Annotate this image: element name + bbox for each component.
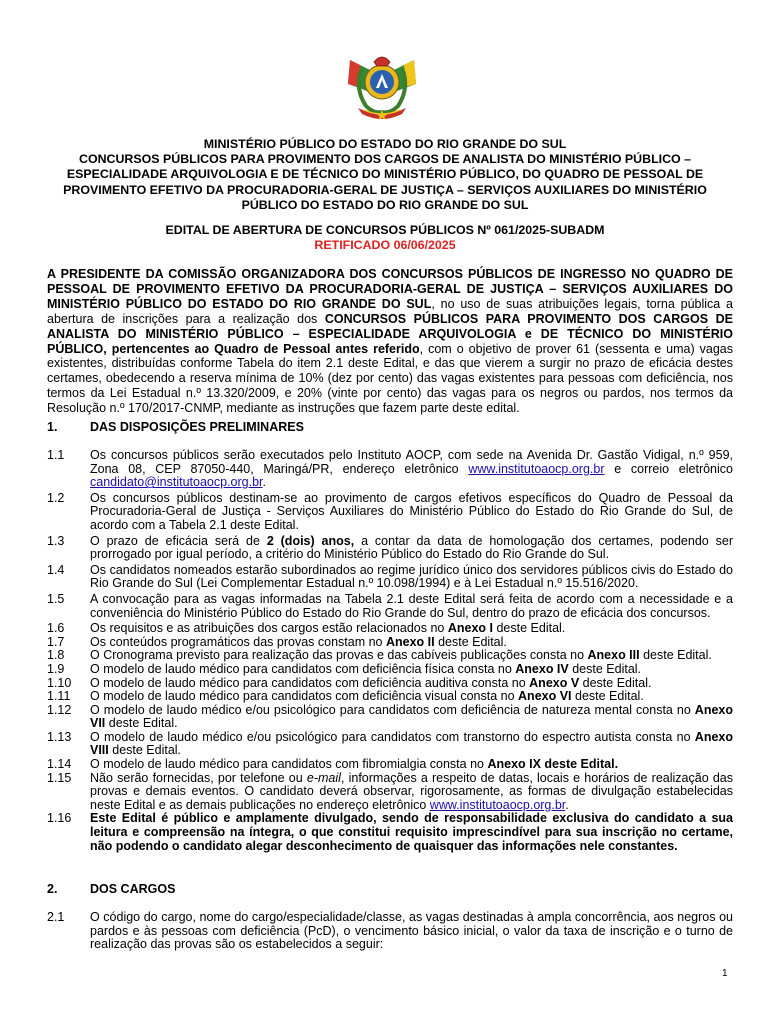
aocp-website-link[interactable]: www.institutoaocp.org.br — [429, 797, 566, 812]
list-item — [47, 663, 733, 677]
list-item — [47, 449, 733, 490]
list-item — [47, 622, 733, 636]
item-bold: Anexo VII — [90, 702, 733, 731]
item-bold: Este Edital é público e amplamente divulgado, sendo de responsabilidade exclusiva do candidato a sua leitura e compreensão na íntegra, o que constitui requisito imprescindível para sua inscrição no certame, não podendo o candidato alegar desconhecimento de quaisquer das informações nele constantes. — [90, 811, 733, 853]
item-italic: e-mail — [306, 770, 341, 785]
item-text: e correio eletrônico — [604, 461, 733, 476]
section-title: DAS DISPOSIÇÕES PRELIMINARES — [90, 420, 304, 434]
item-text: deste Edital. — [108, 743, 182, 758]
item-number: 2.1 — [47, 910, 65, 924]
list-item — [47, 704, 733, 731]
item-text: Os concursos públicos serão executados pelo Instituto AOCP, com sede na Avenida Dr. Gastão Vidigal, n.º 959, Zona 08, CEP 87050-440, Maringá/PR, endereço eletrônico — [90, 448, 733, 476]
intro-bold-1: A PRESIDENTE DA COMISSÃO ORGANIZADORA DOS CONCURSOS PÚBLICOS DE INGRESSO NO QUADRO DE PESSOAL DE PROVIMENTO EFETIVO DA PROCURADORIA-GERAL DE JUSTIÇA – SERVIÇOS AUXILIARES DO MINISTÉRIO PÚBLICO DO ESTADO DO RIO GRANDE DO SUL — [47, 267, 733, 311]
item-number: 1.4 — [47, 562, 65, 577]
item-text: O modelo de laudo médico para candidatos com deficiência física consta no — [90, 661, 516, 676]
section-title: DOS CARGOS — [90, 882, 176, 896]
item-number: 1.13 — [47, 729, 72, 744]
item-bold: Anexo VI — [518, 689, 572, 704]
item-bold: Anexo IX deste Edital. — [487, 757, 619, 772]
item-text: A convocação para as vagas informadas na Tabela 2.1 deste Edital será feita de acordo com a necessidade e a conveniência do Ministério Público do Estado do Rio Grande do Sul, dentro do prazo de eficácia dos concursos. — [90, 591, 733, 620]
item-number: 1.14 — [47, 757, 72, 772]
item-number: 1.8 — [47, 648, 65, 663]
intro-text-2: , com o objetivo de prover 61 (sessenta e uma) vagas existentes, distribuídas conforme Tabela do item 2.1 deste Edital, e das que vierem a surgir no prazo de eficácia destes certames, obedecendo a reserva mínima de 10% (dez por cento) das vagas existentes para pessoas com deficiência, nos termos da Lei Estadual n.º 13.320/2009, e 20% (vinte por cento) das vagas para os negros ou pardos, nos termos da Resolução n.º 170/2017-CNMP, mediante as instruções que fazem parte deste edital. — [47, 341, 733, 416]
item-bold: 2 (dois) anos, — [266, 533, 355, 548]
list-item — [47, 649, 733, 663]
list-item — [47, 772, 733, 813]
item-number: 1.16 — [47, 811, 72, 826]
contest-title: CONCURSOS PÚBLICOS PARA PROVIMENTO DOS CARGOS DE ANALISTA DO MINISTÉRIO PÚBLICO – ESPECIALIDADE ARQUIVOLOGIA E DE TÉCNICO DO MINISTÉRIO PÚBLICO, DO QUADRO DE PESSOAL DE PROVIMENTO EFETIVO DA PROCURADORIA-GERAL DE JUSTIÇA – SERVIÇOS AUXILIARES DO MINISTÉRIO PÚBLICO DO ESTADO DO RIO GRANDE DO SUL — [63, 152, 707, 213]
item-text: Os candidatos nomeados estarão subordinados ao regime jurídico único dos servidores públicos civis do Estado do Rio Grande do Sul (Lei Complementar Estadual n.º 10.098/1994) e à Lei Estadual n.º 15.516/2020. — [90, 562, 733, 591]
item-text: O modelo de laudo médico para candidatos com deficiência auditiva consta no — [90, 675, 530, 690]
item-text: O prazo de eficácia será de — [90, 533, 267, 548]
item-text: O modelo de laudo médico para candidatos com fibromialgia consta no — [90, 757, 488, 772]
section-1-items — [47, 449, 733, 853]
rectified-date: RETIFICADO 06/06/2025 — [314, 238, 456, 252]
item-text: deste Edital. — [571, 689, 644, 704]
section-number: 2. — [47, 882, 58, 896]
list-item — [47, 758, 733, 772]
item-text: deste Edital. — [639, 648, 712, 663]
state-coat-of-arms-icon — [340, 42, 424, 122]
item-bold: Anexo I — [447, 621, 493, 636]
item-text: deste Edital. — [579, 675, 652, 690]
section-2-items — [47, 911, 733, 952]
item-number: 1.10 — [47, 675, 72, 690]
item-text: . — [262, 475, 267, 490]
item-number: 1.11 — [47, 689, 71, 704]
item-number: 1.3 — [47, 533, 65, 548]
list-item — [47, 564, 733, 591]
list-item — [47, 593, 733, 620]
item-number: 1.5 — [47, 591, 65, 606]
item-number: 1.15 — [47, 770, 72, 785]
item-text: deste Edital. — [568, 661, 642, 676]
item-text: , informações a respeito de datas, locais e horários de realização das provas e demais eventos. O candidato deverá observar, rigorosamente, as formas de divulgação estabelecidas neste Edital e as demais publicações no endereço eletrônico — [90, 770, 733, 812]
candidate-email-link[interactable]: candidato@institutoaocp.org.br — [90, 475, 263, 490]
item-text: deste Edital. — [493, 621, 566, 636]
item-bold: Anexo II — [385, 634, 435, 649]
item-text: O modelo de laudo médico e/ou psicológico para candidatos com deficiência de natureza mental consta no — [90, 702, 695, 717]
item-bold: Anexo III — [587, 648, 640, 663]
item-bold: Anexo IV — [515, 661, 569, 676]
item-text: O modelo de laudo médico para candidatos com deficiência visual consta no — [90, 689, 519, 704]
item-text: O modelo de laudo médico e/ou psicológico para candidatos com transtorno do espectro autista consta no — [90, 729, 695, 744]
institution-title: MINISTÉRIO PÚBLICO DO ESTADO DO RIO GRANDE DO SUL — [203, 137, 567, 151]
item-text: . — [565, 797, 569, 812]
page-number: 1 — [722, 968, 728, 979]
item-text: Os conteúdos programáticos das provas constam no — [90, 634, 386, 649]
item-bold: Anexo V — [529, 675, 580, 690]
intro-text-1: , no uso de suas atribuições legais, torna pública a abertura de inscrições para a realização dos — [47, 296, 733, 326]
list-item — [47, 492, 733, 533]
item-number: 1.12 — [47, 702, 72, 717]
item-number: 1.2 — [47, 490, 65, 505]
list-item — [47, 636, 733, 650]
list-item — [47, 812, 733, 853]
item-number: 1.1 — [47, 448, 65, 462]
item-text: Os concursos públicos destinam-se ao provimento de cargos efetivos específicos do Quadro de Pessoal da Procuradoria-Geral de Justiça - Serviços Auxiliares do Ministério Público do Estado do Rio Grande do Sul, de acordo com a Tabela 2.1 deste Edital. — [90, 490, 733, 532]
item-text: Não serão fornecidas, por telefone ou — [90, 770, 307, 785]
item-text: Os requisitos e as atribuições dos cargos estão relacionados no — [90, 621, 448, 636]
list-item — [47, 690, 733, 704]
list-item — [47, 535, 733, 562]
item-text: deste Edital. — [105, 716, 178, 731]
list-item — [47, 731, 733, 758]
item-bold: Anexo VIII — [90, 729, 733, 758]
item-number: 1.6 — [47, 621, 65, 636]
edital-title: EDITAL DE ABERTURA DE CONCURSOS PÚBLICOS Nº 061/2025-SUBADM — [165, 223, 605, 237]
aocp-website-link[interactable]: www.institutoaocp.org.br — [468, 461, 605, 476]
item-text: deste Edital. — [434, 634, 507, 649]
list-item — [47, 911, 733, 952]
item-number: 1.9 — [47, 661, 65, 676]
item-number: 1.7 — [47, 634, 65, 649]
item-text: a contar da data de homologação dos certames, podendo ser prorrogado por igual período, a critério do Ministério Público do Estado do Rio Grande do Sul. — [90, 533, 733, 562]
section-number: 1. — [47, 420, 58, 434]
intro-bold-2: CONCURSOS PÚBLICOS PARA PROVIMENTO DOS CARGOS DE ANALISTA DO MINISTÉRIO PÚBLICO – ESPECIALIDADE ARQUIVOLOGIA e DE TÉCNICO DO MINISTÉRIO PÚBLICO, pertencentes ao Quadro de Pessoal antes referido — [47, 311, 733, 356]
item-text: O Cronograma previsto para realização das provas e das cabíveis publicações consta no — [90, 648, 588, 663]
list-item — [47, 677, 733, 691]
item-text: O código do cargo, nome do cargo/especialidade/classe, as vagas destinadas à ampla concorrência, aos negros ou pardos e às pessoas com deficiência (PcD), o vencimento básico inicial, o valor da taxa de inscrição e o turno de realização das provas são os estabelecidos a seguir: — [90, 910, 733, 952]
intro-paragraph — [47, 267, 733, 416]
